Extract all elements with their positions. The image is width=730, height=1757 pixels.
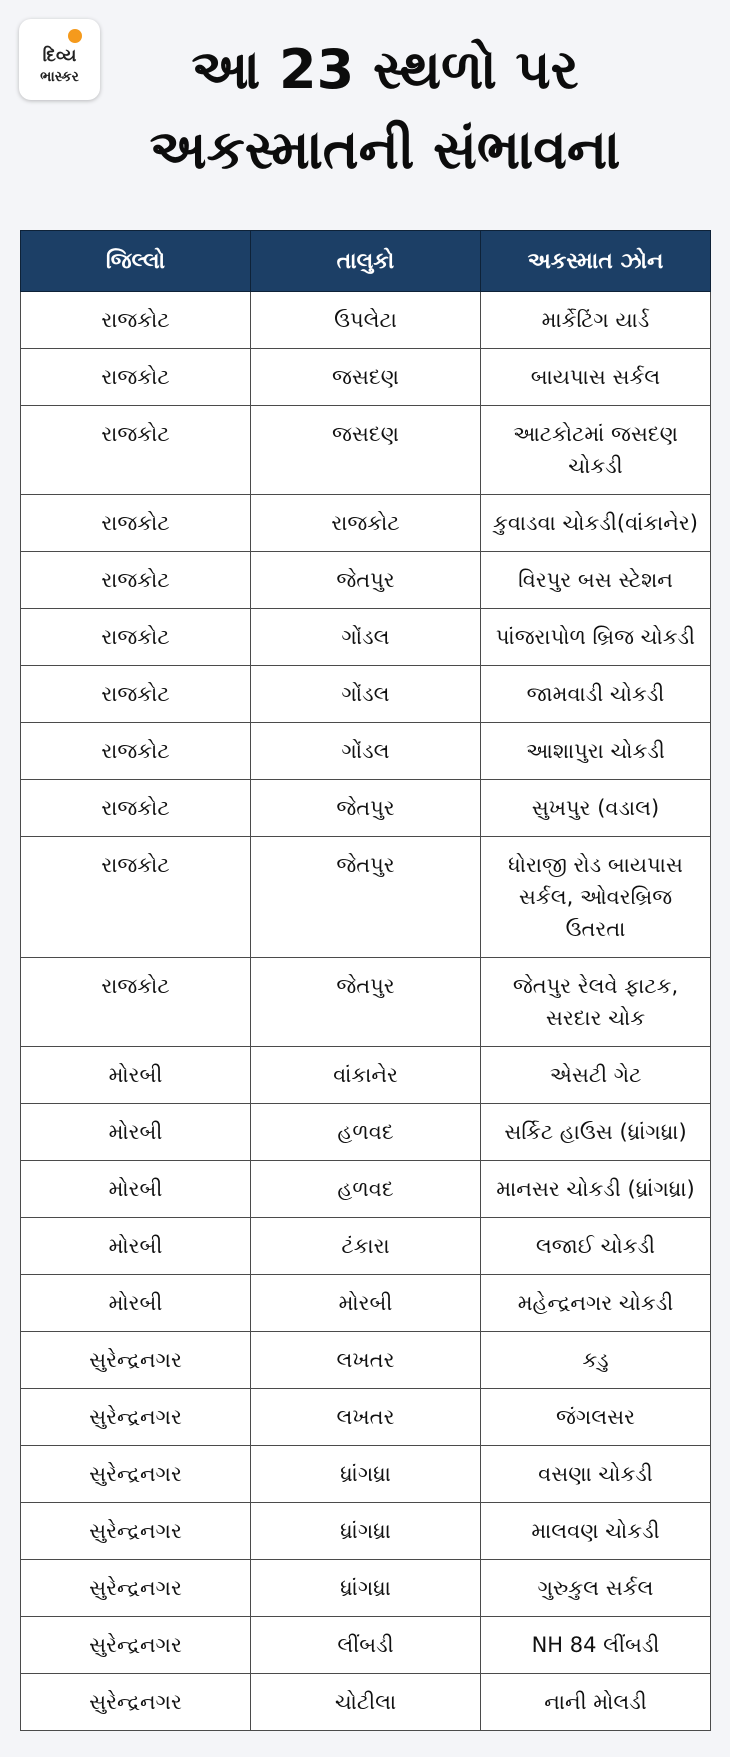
cell-accident-zone: માર્કેટિંગ યાર્ડ	[481, 292, 711, 349]
page-title	[105, 30, 665, 190]
cell-accident-zone: જંગલસર	[481, 1389, 711, 1446]
table-row	[21, 958, 711, 1047]
cell-district: મોરબી	[21, 1161, 251, 1218]
table-row	[21, 292, 711, 349]
cell-accident-zone: એસટી ગેટ	[481, 1047, 711, 1104]
table-row	[21, 495, 711, 552]
cell-district: રાજકોટ	[21, 780, 251, 837]
cell-accident-zone: મહેન્દ્રનગર ચોકડી	[481, 1275, 711, 1332]
cell-accident-zone: સર્કિટ હાઉસ (ધ્રાંગધ્રા)	[481, 1104, 711, 1161]
cell-district: મોરબી	[21, 1275, 251, 1332]
table-row	[21, 837, 711, 958]
cell-taluka: હળવદ	[251, 1161, 481, 1218]
cell-district: સુરેન્દ્રનગર	[21, 1674, 251, 1731]
cell-accident-zone: વિરપુર બસ સ્ટેશન	[481, 552, 711, 609]
header-district: જિલ્લો	[21, 231, 251, 292]
cell-accident-zone: માનસર ચોકડી (ધ્રાંગધ્રા)	[481, 1161, 711, 1218]
cell-accident-zone: ધોરાજી રોડ બાયપાસ સર્કલ, ઓવરબ્રિજ ઉતરતા	[481, 837, 711, 958]
table-row	[21, 1047, 711, 1104]
cell-accident-zone: માલવણ ચોકડી	[481, 1503, 711, 1560]
cell-accident-zone: પાંજરાપોળ બ્રિજ ચોકડી	[481, 609, 711, 666]
cell-district: મોરબી	[21, 1218, 251, 1275]
cell-taluka: ચોટીલા	[251, 1674, 481, 1731]
table-row	[21, 780, 711, 837]
cell-district: સુરેન્દ્રનગર	[21, 1389, 251, 1446]
cell-district: મોરબી	[21, 1047, 251, 1104]
table-row	[21, 1446, 711, 1503]
logo-text-line1: દિવ્ય	[42, 46, 77, 66]
cell-accident-zone: જામવાડી ચોકડી	[481, 666, 711, 723]
cell-district: રાજકોટ	[21, 723, 251, 780]
header-accident-zone: અકસ્માત ઝોન	[481, 231, 711, 292]
cell-district: સુરેન્દ્રનગર	[21, 1617, 251, 1674]
table-row	[21, 1674, 711, 1731]
table-row	[21, 552, 711, 609]
cell-accident-zone: કડુ	[481, 1332, 711, 1389]
cell-accident-zone: NH 84 લીંબડી	[481, 1617, 711, 1674]
cell-taluka: ગોંડલ	[251, 666, 481, 723]
table-row	[21, 349, 711, 406]
cell-accident-zone: નાની મોલડી	[481, 1674, 711, 1731]
cell-taluka: લખતર	[251, 1332, 481, 1389]
table-row	[21, 406, 711, 495]
table-body	[21, 292, 711, 1731]
cell-taluka: જેતપુર	[251, 552, 481, 609]
cell-taluka: ધ્રાંગધ્રા	[251, 1503, 481, 1560]
accident-zones-table	[20, 230, 711, 1731]
table-row	[21, 1503, 711, 1560]
cell-district: રાજકોટ	[21, 666, 251, 723]
cell-taluka: જસદણ	[251, 349, 481, 406]
table-row	[21, 1218, 711, 1275]
cell-accident-zone: બાયપાસ સર્કલ	[481, 349, 711, 406]
cell-district: રાજકોટ	[21, 349, 251, 406]
cell-taluka: ઉપલેટા	[251, 292, 481, 349]
sun-icon	[68, 29, 82, 43]
cell-accident-zone: જેતપુર રેલવે ફાટક, સરદાર ચોક	[481, 958, 711, 1047]
cell-district: રાજકોટ	[21, 406, 251, 495]
cell-district: મોરબી	[21, 1104, 251, 1161]
logo-text-line2: ભાસ્કર	[40, 69, 79, 85]
table-header-row	[21, 231, 711, 292]
cell-taluka: લીંબડી	[251, 1617, 481, 1674]
cell-taluka: વાંકાનેર	[251, 1047, 481, 1104]
table-row	[21, 1161, 711, 1218]
cell-district: સુરેન્દ્રનગર	[21, 1446, 251, 1503]
cell-taluka: ટંકારા	[251, 1218, 481, 1275]
cell-district: સુરેન્દ્રનગર	[21, 1560, 251, 1617]
cell-district: સુરેન્દ્રનગર	[21, 1332, 251, 1389]
cell-taluka: રાજકોટ	[251, 495, 481, 552]
table-row	[21, 1104, 711, 1161]
cell-district: રાજકોટ	[21, 958, 251, 1047]
cell-district: રાજકોટ	[21, 609, 251, 666]
table-row	[21, 1560, 711, 1617]
cell-taluka: જેતપુર	[251, 837, 481, 958]
cell-accident-zone: લજાઈ ચોકડી	[481, 1218, 711, 1275]
cell-district: રાજકોટ	[21, 837, 251, 958]
cell-taluka: ધ્રાંગધ્રા	[251, 1560, 481, 1617]
cell-taluka: મોરબી	[251, 1275, 481, 1332]
cell-taluka: જેતપુર	[251, 958, 481, 1047]
header-taluka: તાલુકો	[251, 231, 481, 292]
title-line-1: આ 23 સ્થળો પર	[191, 38, 579, 101]
cell-taluka: ધ્રાંગધ્રા	[251, 1446, 481, 1503]
cell-taluka: લખતર	[251, 1389, 481, 1446]
divya-bhaskar-logo	[19, 19, 100, 100]
cell-district: રાજકોટ	[21, 292, 251, 349]
cell-taluka: ગોંડલ	[251, 723, 481, 780]
cell-accident-zone: સુખપુર (વડાલ)	[481, 780, 711, 837]
cell-accident-zone: આશાપુરા ચોકડી	[481, 723, 711, 780]
cell-taluka: હળવદ	[251, 1104, 481, 1161]
cell-taluka: જેતપુર	[251, 780, 481, 837]
table-row	[21, 666, 711, 723]
cell-district: રાજકોટ	[21, 552, 251, 609]
table-row	[21, 1275, 711, 1332]
table-row	[21, 1617, 711, 1674]
table-row	[21, 1389, 711, 1446]
cell-accident-zone: ગુરુકુલ સર્કલ	[481, 1560, 711, 1617]
table-row	[21, 609, 711, 666]
title-line-2: અકસ્માતની સંભાવના	[149, 118, 621, 181]
cell-accident-zone: કુવાડવા ચોકડી(વાંકાનેર)	[481, 495, 711, 552]
cell-accident-zone: આટકોટમાં જસદણ ચોકડી	[481, 406, 711, 495]
cell-district: રાજકોટ	[21, 495, 251, 552]
table-row	[21, 723, 711, 780]
table-row	[21, 1332, 711, 1389]
cell-taluka: ગોંડલ	[251, 609, 481, 666]
cell-taluka: જસદણ	[251, 406, 481, 495]
cell-accident-zone: વસણા ચોકડી	[481, 1446, 711, 1503]
cell-district: સુરેન્દ્રનગર	[21, 1503, 251, 1560]
